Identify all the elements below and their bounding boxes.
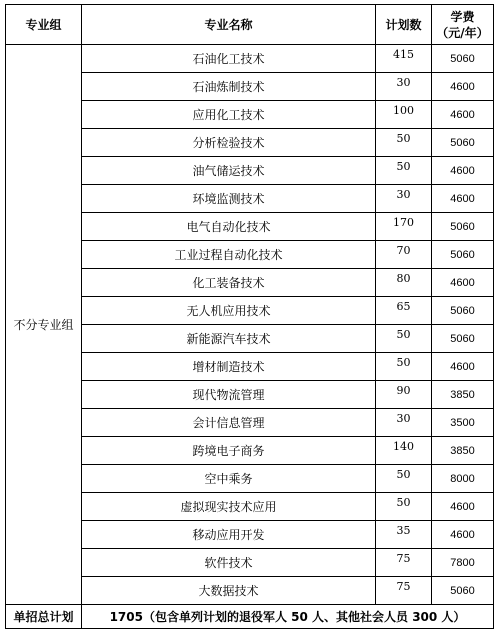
plan-count-cell: 80 xyxy=(376,269,432,297)
major-name-cell: 电气自动化技术 xyxy=(82,213,376,241)
cut-off-text-row xyxy=(5,571,493,577)
major-name-cell: 无人机应用技术 xyxy=(82,297,376,325)
plan-count-cell: 50 xyxy=(376,493,432,521)
major-name-cell: 分析检验技术 xyxy=(82,129,376,157)
tuition-cell: 4600 xyxy=(432,101,494,129)
tuition-cell: 5060 xyxy=(432,297,494,325)
plan-count-cell: 50 xyxy=(376,129,432,157)
header-tuition-line1: 学费 xyxy=(450,9,475,24)
major-name-cell: 跨境电子商务 xyxy=(82,437,376,465)
major-name-cell: 会计信息管理 xyxy=(82,409,376,437)
tuition-cell: 7800 xyxy=(432,549,494,577)
tuition-cell: 5060 xyxy=(432,577,494,605)
plan-count-cell: 75 xyxy=(376,577,432,605)
major-name-cell: 石油化工技术 xyxy=(82,45,376,73)
tuition-cell: 4600 xyxy=(432,493,494,521)
plan-count-cell: 35 xyxy=(376,521,432,549)
plan-count-cell: 100 xyxy=(376,101,432,129)
major-name-cell: 环境监测技术 xyxy=(82,185,376,213)
tuition-cell: 5060 xyxy=(432,213,494,241)
major-name-cell: 移动应用开发 xyxy=(82,521,376,549)
plan-count-cell: 30 xyxy=(376,409,432,437)
plan-count-cell: 50 xyxy=(376,353,432,381)
plan-count-cell: 30 xyxy=(376,185,432,213)
tuition-cell: 8000 xyxy=(432,465,494,493)
tuition-cell: 5060 xyxy=(432,129,494,157)
header-plan-count: 计划数 xyxy=(376,5,432,45)
major-name-cell: 化工装备技术 xyxy=(82,269,376,297)
header-tuition xyxy=(432,5,494,45)
total-row xyxy=(6,605,494,629)
plan-count-cell: 50 xyxy=(376,325,432,353)
tuition-cell: 3850 xyxy=(432,437,494,465)
major-name-cell: 油气储运技术 xyxy=(82,157,376,185)
header-major-name: 专业名称 xyxy=(82,5,376,45)
major-name-cell: 石油炼制技术 xyxy=(82,73,376,101)
tuition-cell: 5060 xyxy=(432,325,494,353)
table-row xyxy=(6,45,494,73)
total-value: 1705（包含单列计划的退役军人 50 人、其他社会人员 300 人） xyxy=(82,605,494,629)
tuition-cell: 4600 xyxy=(432,269,494,297)
tuition-cell: 4600 xyxy=(432,157,494,185)
table-body xyxy=(6,45,494,605)
total-label: 单招总计划 xyxy=(6,605,82,629)
tuition-cell: 5060 xyxy=(432,241,494,269)
tuition-cell: 4600 xyxy=(432,521,494,549)
major-name-cell: 虚拟现实技术应用 xyxy=(82,493,376,521)
major-name-cell: 现代物流管理 xyxy=(82,381,376,409)
plan-count-cell: 65 xyxy=(376,297,432,325)
tuition-cell: 3850 xyxy=(432,381,494,409)
table-header-row xyxy=(6,5,494,45)
major-name-cell: 工业过程自动化技术 xyxy=(82,241,376,269)
major-name-cell: 应用化工技术 xyxy=(82,101,376,129)
tuition-cell: 5060 xyxy=(432,45,494,73)
plan-count-cell: 90 xyxy=(376,381,432,409)
plan-count-cell: 50 xyxy=(376,157,432,185)
enrollment-plan-table xyxy=(5,4,494,629)
plan-count-cell: 75 xyxy=(376,549,432,577)
plan-count-cell: 70 xyxy=(376,241,432,269)
header-group: 专业组 xyxy=(6,5,82,45)
major-name-cell: 软件技术 xyxy=(82,549,376,577)
plan-count-cell: 50 xyxy=(376,465,432,493)
plan-count-cell: 415 xyxy=(376,45,432,73)
major-name-cell: 大数据技术 xyxy=(82,577,376,605)
group-cell: 不分专业组 xyxy=(6,45,82,605)
major-name-cell: 增材制造技术 xyxy=(82,353,376,381)
tuition-cell: 3500 xyxy=(432,409,494,437)
major-name-cell: 新能源汽车技术 xyxy=(82,325,376,353)
plan-count-cell: 140 xyxy=(376,437,432,465)
tuition-cell: 4600 xyxy=(432,185,494,213)
plan-count-cell: 30 xyxy=(376,73,432,101)
tuition-cell: 4600 xyxy=(432,73,494,101)
major-name-cell: 空中乘务 xyxy=(82,465,376,493)
tuition-cell: 4600 xyxy=(432,353,494,381)
plan-count-cell: 170 xyxy=(376,213,432,241)
header-tuition-line2: （元/年） xyxy=(436,25,489,40)
